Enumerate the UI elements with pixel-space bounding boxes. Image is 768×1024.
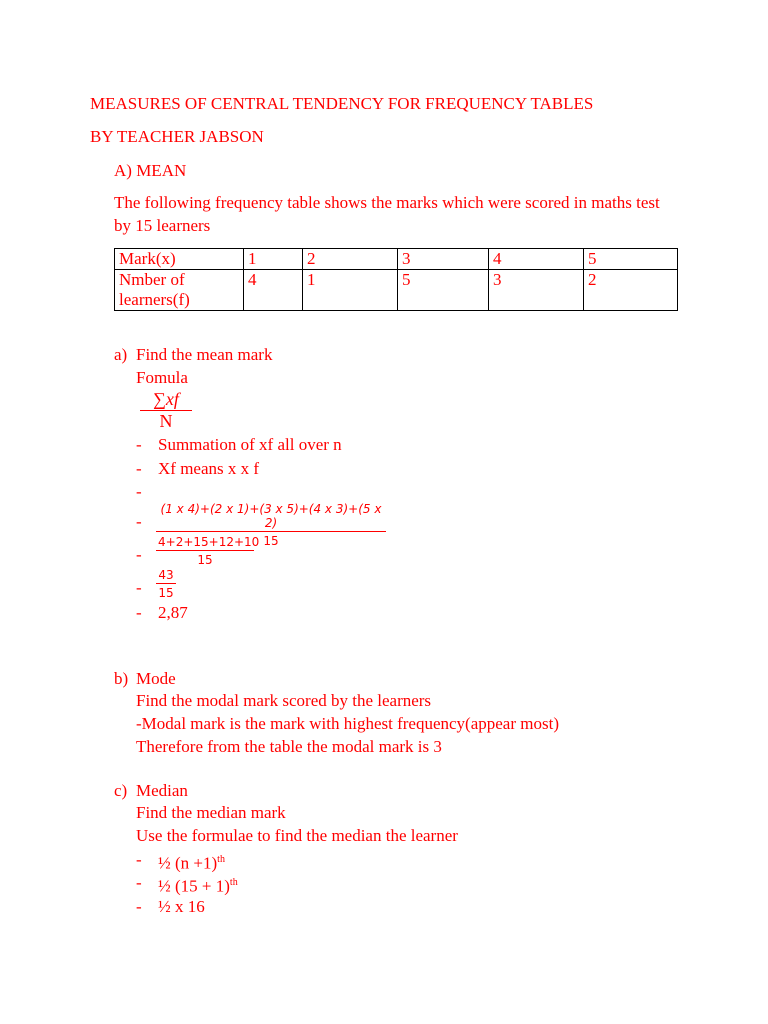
part-c-line1: Find the median mark — [136, 803, 286, 822]
document-title: MEASURES OF CENTRAL TENDENCY FOR FREQUENCY TABLES — [90, 94, 594, 113]
bullet-dash: - — [136, 897, 142, 916]
bullet-dash: - — [136, 482, 142, 501]
part-b-title: Mode — [136, 669, 176, 688]
calc-fraction-2-numerator: 4+2+15+12+10 — [158, 535, 260, 549]
part-b-line1: Find the modal mark scored by the learners — [136, 691, 432, 710]
median-step-1-text: ½ (n +1) — [158, 853, 218, 873]
table-cell — [115, 270, 244, 311]
bullet-dash: - — [136, 603, 142, 622]
calc-fraction-2 — [156, 535, 260, 567]
table-cell-line: Nmber of — [119, 270, 185, 289]
median-step-1 — [158, 850, 225, 874]
table-cell: 4 — [244, 270, 303, 311]
part-c-title: Median — [136, 781, 188, 800]
calc-fraction-3-numerator: 43 — [156, 568, 176, 584]
intro-text-line1: The following frequency table shows the marks which were scored in maths test — [114, 193, 660, 212]
table-cell: 3 — [489, 270, 584, 311]
calc-fraction-3-denominator: 15 — [158, 586, 174, 600]
table-cell: 2 — [584, 270, 678, 311]
calc-fraction-2-denominator: 15 — [197, 553, 213, 567]
bullet-dash: - — [136, 873, 142, 892]
median-step-2-text: ½ (15 + 1) — [158, 876, 230, 896]
table-cell: 1 — [303, 270, 398, 311]
mean-result: 2,87 — [158, 603, 188, 622]
part-c-label: c) — [114, 781, 128, 800]
bullet-text: Xf means x x f — [158, 459, 260, 478]
median-step-1-sup: th — [217, 854, 225, 865]
table-row — [115, 249, 678, 270]
formula-denominator: N — [159, 411, 173, 431]
calc-fraction-1-numerator: (1 x 4)+(2 x 1)+(3 x 5)+(4 x 3)+(5 x 2) — [156, 502, 386, 532]
part-c-line2: Use the formulae to find the median the learner — [136, 826, 458, 845]
median-step-2 — [158, 873, 238, 897]
document-author: BY TEACHER JABSON — [90, 127, 264, 146]
bullet-dash: - — [136, 545, 142, 564]
part-a-title: Find the mean mark — [136, 345, 273, 364]
bullet-dash: - — [136, 850, 142, 869]
table-cell: Mark(x) — [115, 249, 244, 270]
table-cell: 3 — [398, 249, 489, 270]
median-step-2-sup: th — [229, 877, 238, 888]
table-row — [115, 270, 678, 311]
table-cell: 2 — [303, 249, 398, 270]
bullet-dash: - — [136, 512, 142, 531]
bullet-text: Summation of xf all over n — [158, 435, 342, 454]
formula-numerator: ∑xf — [140, 389, 192, 411]
frequency-table — [114, 248, 678, 311]
table-cell: 4 — [489, 249, 584, 270]
intro-text-line2: by 15 learners — [114, 216, 211, 235]
median-step-3: ½ x 16 — [158, 897, 205, 916]
section-mean-heading: A) MEAN — [114, 161, 187, 180]
part-a-label: a) — [114, 345, 128, 364]
calc-fraction-3 — [156, 568, 176, 600]
bullet-dash: - — [136, 578, 142, 597]
part-b-line2: -Modal mark is the mark with highest frequency(appear most) — [136, 714, 559, 733]
part-b-line3: Therefore from the table the modal mark is 3 — [136, 737, 442, 756]
table-cell: 1 — [244, 249, 303, 270]
formula-fraction — [140, 389, 192, 431]
table-cell-line: learners(f) — [119, 290, 190, 309]
calc-fraction-1-denominator: 15 — [263, 534, 279, 548]
table-cell: 5 — [398, 270, 489, 311]
part-b-label: b) — [114, 669, 129, 688]
bullet-dash: - — [136, 459, 142, 478]
bullet-dash: - — [136, 435, 142, 454]
formula-label: Fomula — [136, 368, 188, 387]
table-cell: 5 — [584, 249, 678, 270]
